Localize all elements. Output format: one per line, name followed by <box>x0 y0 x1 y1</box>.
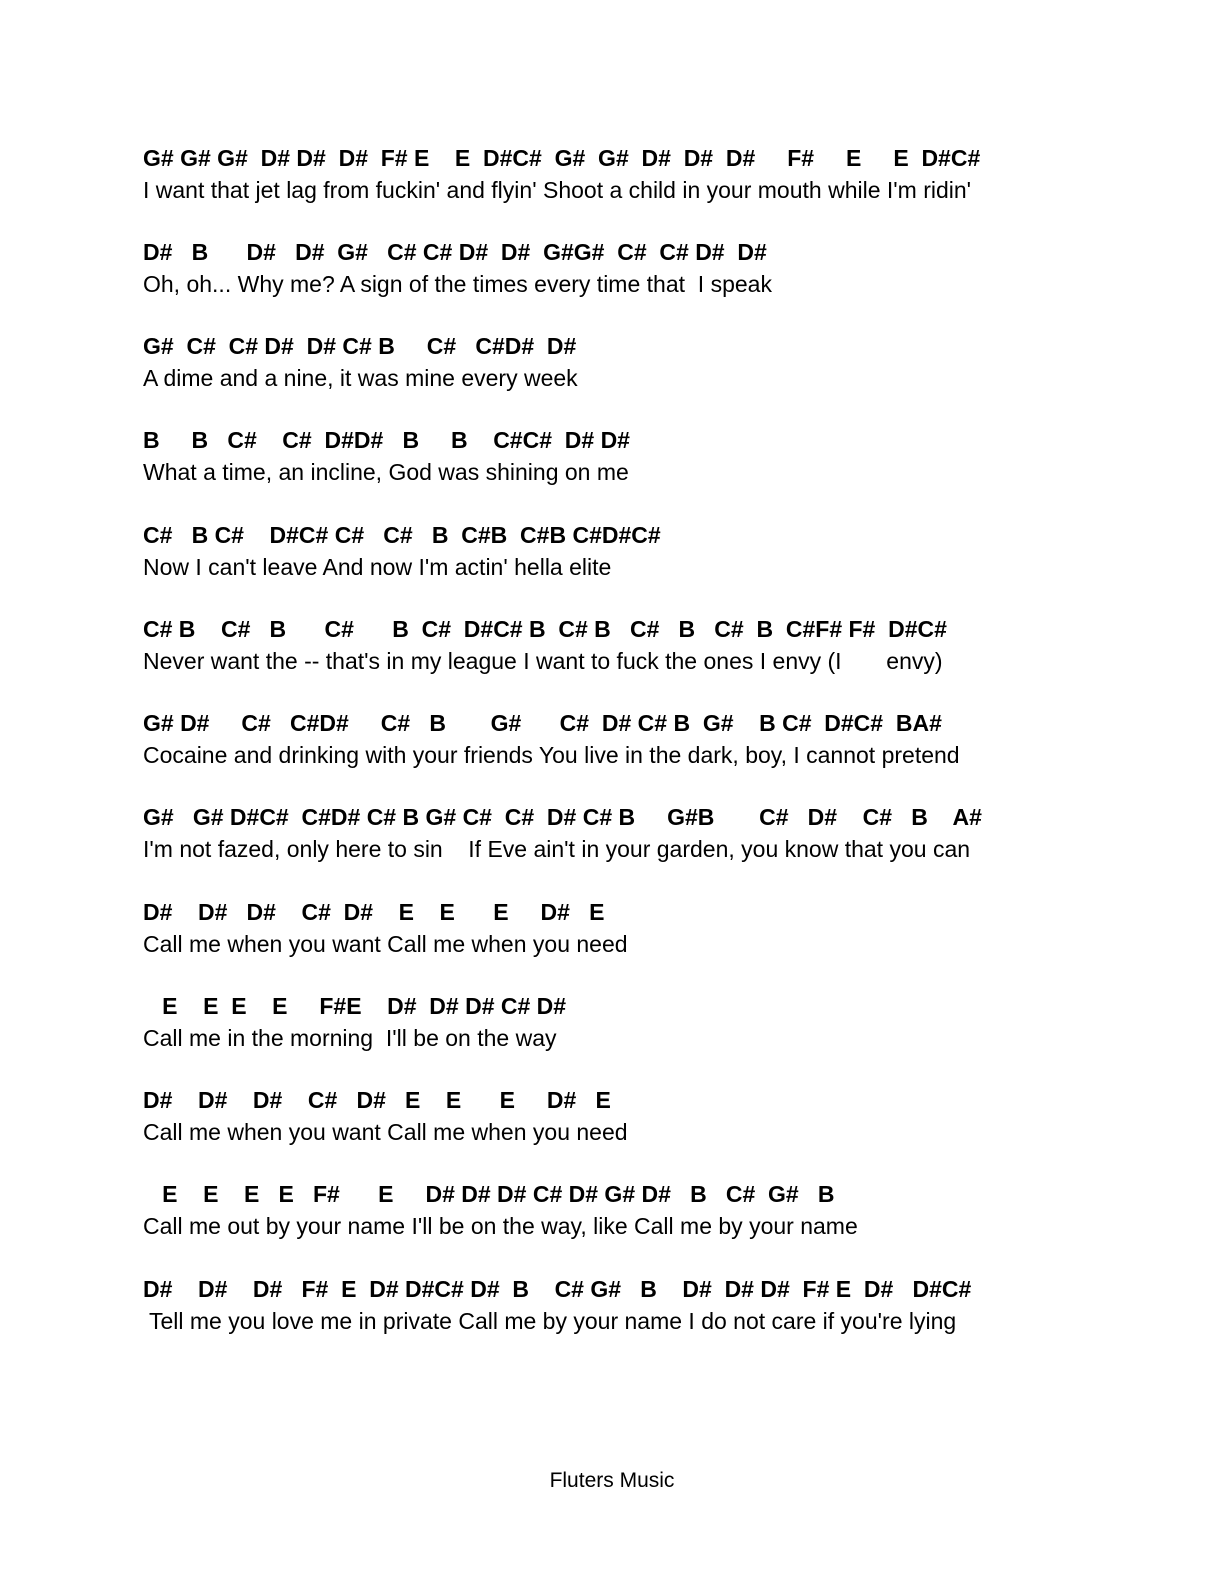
lyric-line: What a time, an incline, God was shining on me <box>143 459 629 485</box>
stanza-13 <box>143 1274 1143 1338</box>
lyric-line: Tell me you love me in private Call me by your name I do not care if you're lying <box>143 1308 957 1334</box>
stanza-10 <box>143 991 1143 1055</box>
stanza-7 <box>143 708 1143 772</box>
stanza-4 <box>143 425 1143 489</box>
lyric-line: Call me when you want Call me when you need <box>143 931 628 957</box>
note-line: B B C# C# D#D# B B C#C# D# D# <box>143 427 630 453</box>
stanza-12 <box>143 1179 1143 1243</box>
stanza-11 <box>143 1085 1143 1149</box>
lyric-line: I want that jet lag from fuckin' and flyin' Shoot a child in your mouth while I'm ridin' <box>143 177 972 203</box>
note-line: C# B C# D#C# C# C# B C#B C#B C#D#C# <box>143 522 661 548</box>
lyric-line: Oh, oh... Why me? A sign of the times every time that I speak <box>143 271 772 297</box>
note-line: E E E E F# E D# D# D# C# D# G# D# B C# G# B <box>143 1181 835 1207</box>
page-footer: Fluters Music <box>549 1469 675 1492</box>
lyric-line: Call me when you want Call me when you need <box>143 1119 628 1145</box>
lyric-line: I'm not fazed, only here to sin If Eve ain't in your garden, you know that you can <box>143 836 971 862</box>
note-line: G# G# G# D# D# D# F# E E D#C# G# G# D# D# D# F# E E D#C# <box>143 145 981 171</box>
note-line: G# D# C# C#D# C# B G# C# D# C# B G# B C# D#C# BA# <box>143 710 942 736</box>
stanza-6 <box>143 614 1143 678</box>
note-line: D# D# D# C# D# E E E D# E <box>143 899 605 925</box>
stanza-3 <box>143 331 1143 395</box>
stanza-1 <box>143 143 1143 207</box>
note-line: G# G# D#C# C#D# C# B G# C# C# D# C# B G#B C# D# C# B A# <box>143 804 982 830</box>
stanza-8 <box>143 802 1143 866</box>
note-line: D# B D# D# G# C# C# D# D# G#G# C# C# D# D# <box>143 239 767 265</box>
lyric-line: Call me in the morning I'll be on the way <box>143 1025 557 1051</box>
stanza-2 <box>143 237 1143 301</box>
note-line: C# B C# B C# B C# D#C# B C# B C# B C# B C#F# F# D#C# <box>143 616 947 642</box>
lyric-line: Call me out by your name I'll be on the way, like Call me by your name <box>143 1213 858 1239</box>
note-line: D# D# D# F# E D# D#C# D# B C# G# B D# D# D# F# E D# D#C# <box>143 1276 972 1302</box>
lyric-line: Never want the -- that's in my league I want to fuck the ones I envy (I envy) <box>143 648 943 674</box>
lyric-line: Now I can't leave And now I'm actin' hella elite <box>143 554 612 580</box>
lyric-line: A dime and a nine, it was mine every week <box>143 365 578 391</box>
stanza-5 <box>143 520 1143 584</box>
lyric-line: Cocaine and drinking with your friends You live in the dark, boy, I cannot pretend <box>143 742 960 768</box>
note-line: D# D# D# C# D# E E E D# E <box>143 1087 611 1113</box>
stanza-9 <box>143 897 1143 961</box>
note-line: E E E E F#E D# D# D# C# D# <box>143 993 567 1019</box>
note-line: G# C# C# D# D# C# B C# C#D# D# <box>143 333 577 359</box>
